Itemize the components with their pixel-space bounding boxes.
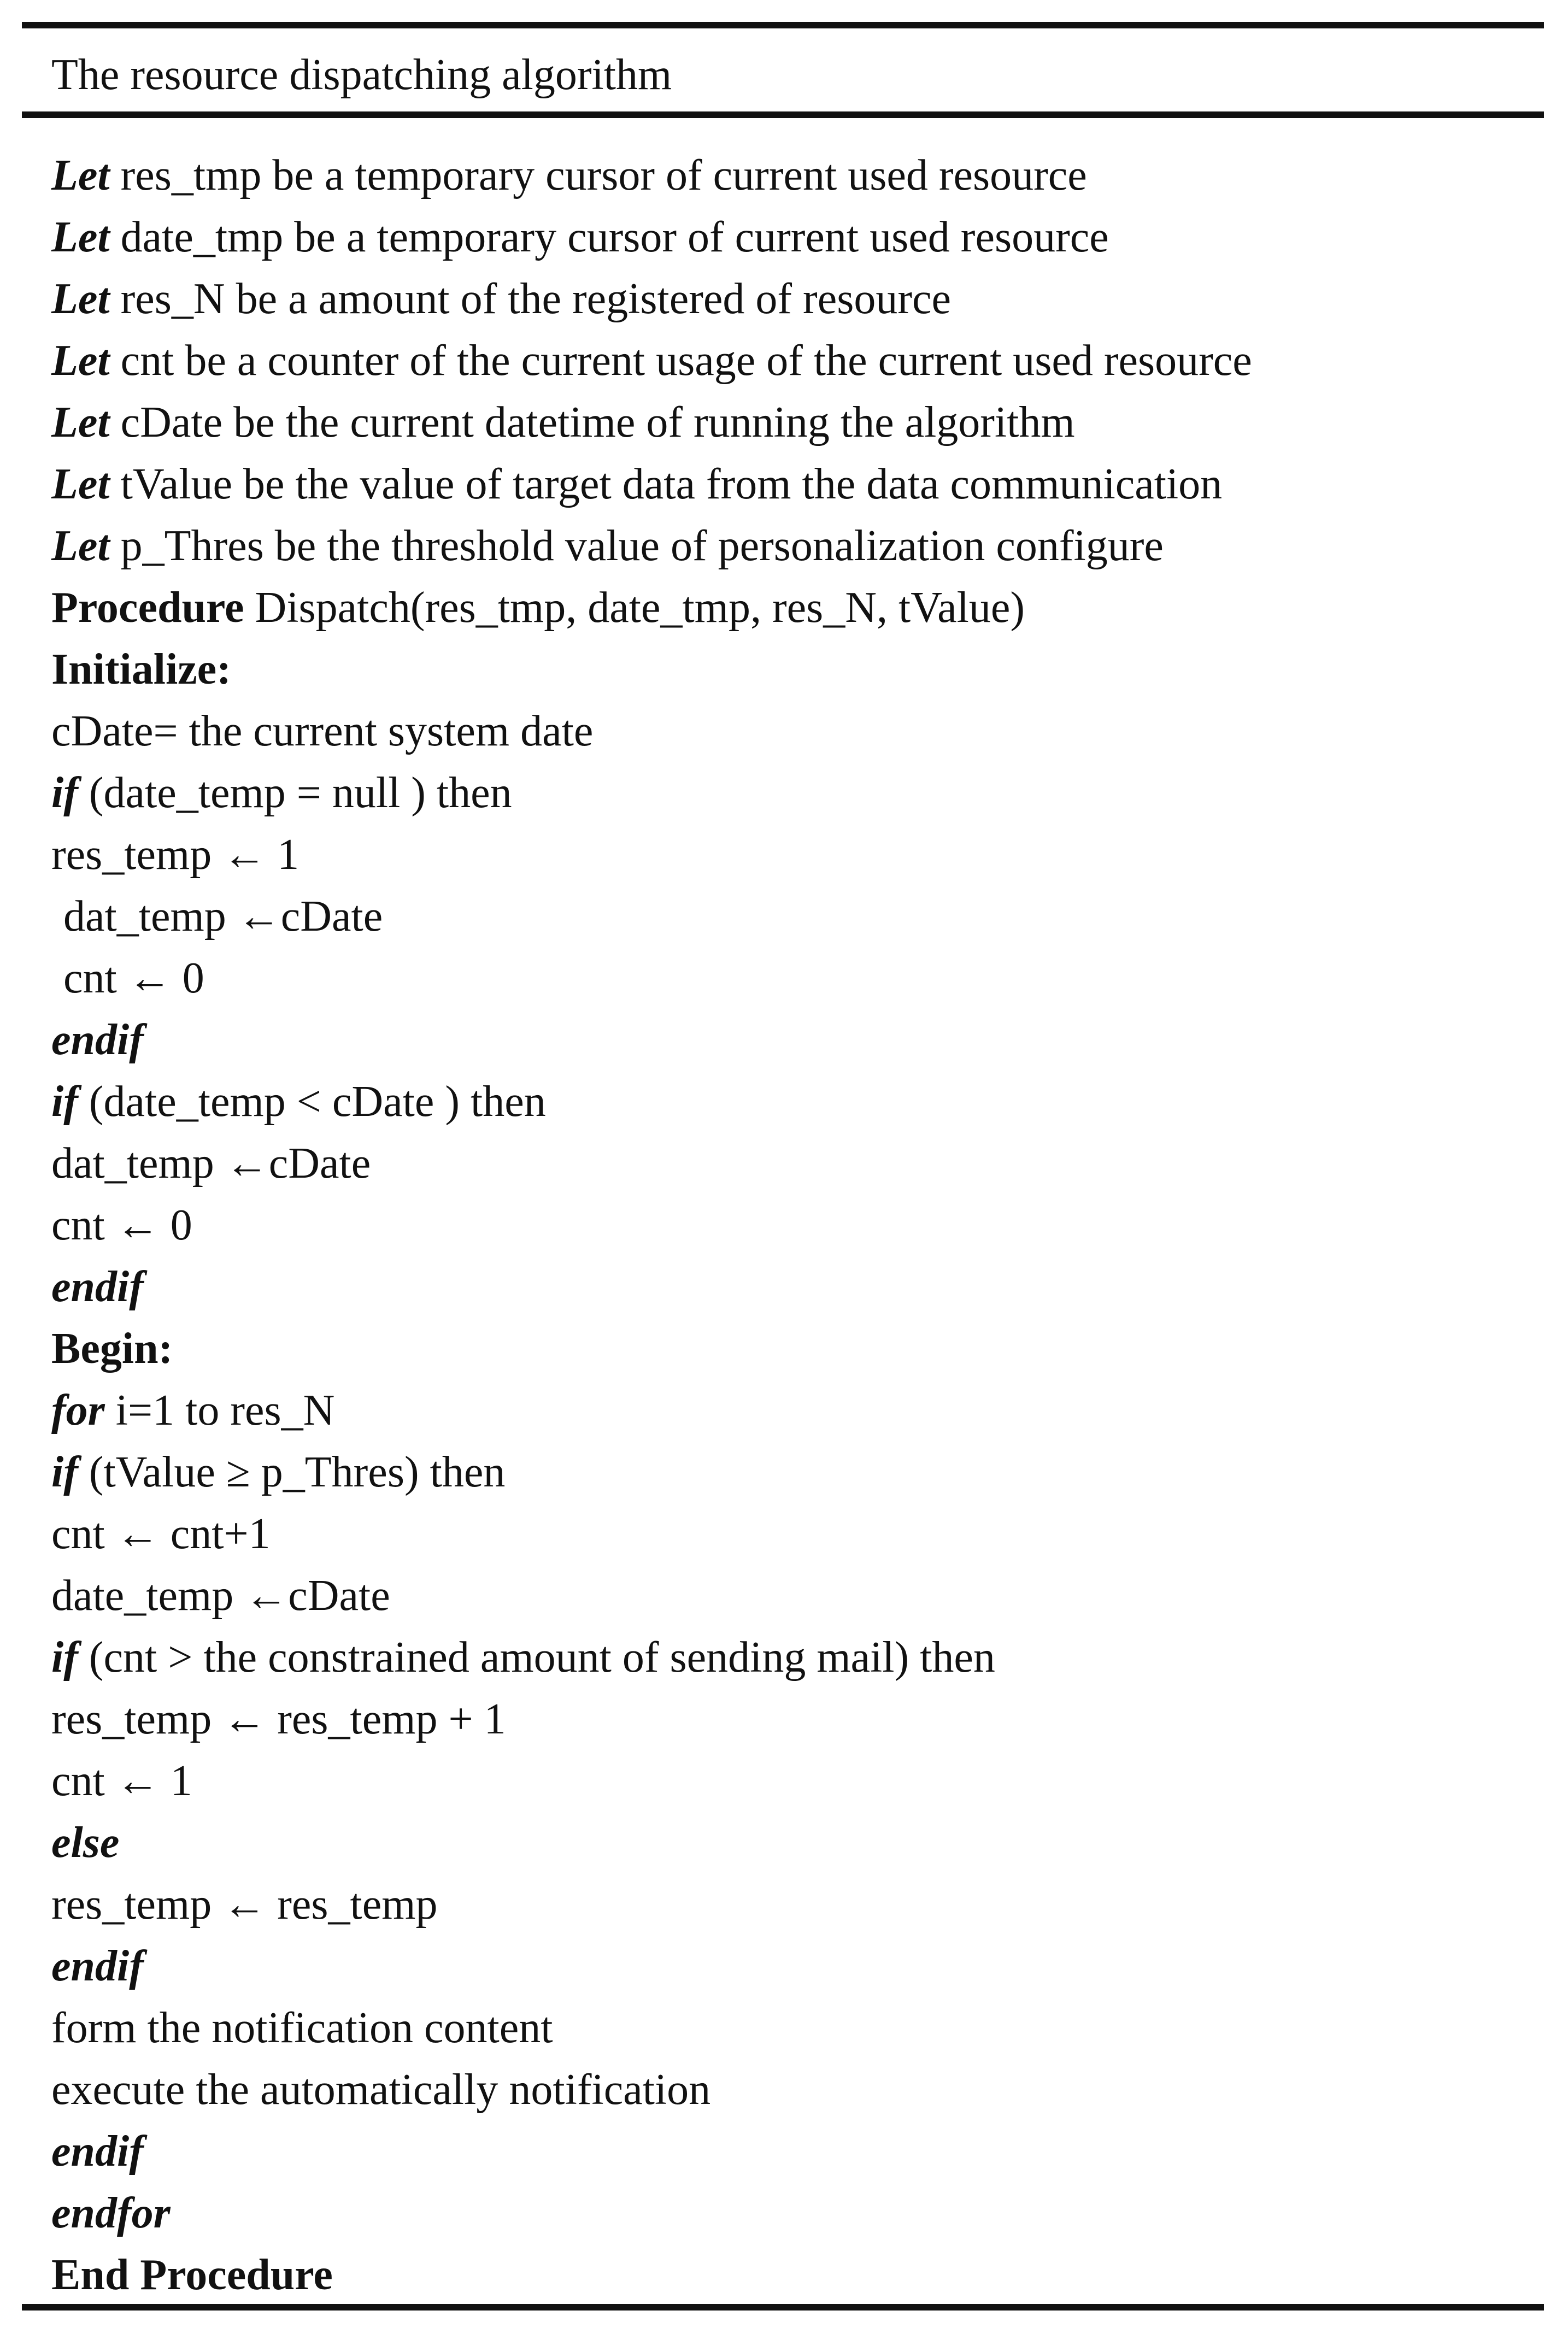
algorithm-table xyxy=(22,22,1544,2333)
line-text: cnt be a counter of the current usage of the current used resource xyxy=(109,337,1252,385)
keyword-if: if xyxy=(51,1078,78,1126)
line-text: Dispatch(res_tmp, date_tmp, res_N, tValue) xyxy=(244,584,1025,632)
line-let-tvalue xyxy=(51,454,1527,515)
keyword-for: for xyxy=(51,1386,105,1435)
line-cnt-1 xyxy=(51,1750,1527,1812)
line-text: (cnt > the constrained amount of sending mail) then xyxy=(78,1633,995,1682)
line-text: p_Thres be the threshold value of personalization configure xyxy=(109,522,1164,570)
line-res-temp-increment xyxy=(51,1689,1527,1750)
line-form-notification xyxy=(51,1997,1527,2059)
line-if-less xyxy=(51,1071,1527,1133)
line-cnt-0 xyxy=(51,948,1527,1009)
line-text: date_tmp be a temporary cursor of current used resource xyxy=(109,213,1109,261)
line-execute-notification xyxy=(51,2059,1527,2121)
line-text: form the notification content xyxy=(51,2004,553,2052)
line-if-threshold xyxy=(51,1442,1527,1503)
line-text: date_temp ←cDate xyxy=(51,1572,390,1620)
line-text: res_temp ← res_temp xyxy=(51,1880,438,1929)
keyword-let: Let xyxy=(51,151,110,199)
keyword-if: if xyxy=(51,769,78,817)
line-if-constrained xyxy=(51,1627,1527,1689)
keyword-let: Let xyxy=(51,275,110,323)
keyword-endif: endif xyxy=(51,1263,144,1311)
line-initialize xyxy=(51,639,1527,701)
line-cdate-assign xyxy=(51,701,1527,762)
line-text: res_temp ← 1 xyxy=(51,831,299,879)
line-text: (tValue ≥ p_Thres) then xyxy=(78,1448,506,1496)
keyword-endif: endif xyxy=(51,2127,144,2176)
line-dat-temp-cdate-2 xyxy=(51,1133,1527,1195)
header-rule xyxy=(22,111,1544,118)
line-text: cnt ← cnt+1 xyxy=(51,1510,271,1558)
line-else xyxy=(51,1812,1527,1874)
line-text: tValue be the value of target data from the data communication xyxy=(109,460,1223,508)
line-endif xyxy=(51,1256,1527,1318)
line-text: dat_temp ←cDate xyxy=(51,1139,371,1187)
line-text: dat_temp ←cDate xyxy=(63,892,383,940)
line-begin xyxy=(51,1318,1527,1380)
line-let-p-thres xyxy=(51,515,1527,577)
keyword-if: if xyxy=(51,1633,78,1682)
keyword-endif: endif xyxy=(51,1016,144,1064)
keyword-let: Let xyxy=(51,460,110,508)
bottom-rule xyxy=(22,2304,1544,2311)
line-text: (date_temp < cDate ) then xyxy=(78,1078,546,1126)
top-rule xyxy=(22,22,1544,28)
line-text: i=1 to res_N xyxy=(104,1386,335,1435)
keyword-let: Let xyxy=(51,398,110,446)
line-res-temp-1 xyxy=(51,824,1527,886)
keyword-let: Let xyxy=(51,213,110,261)
line-text: cnt ← 0 xyxy=(51,1201,192,1249)
line-let-date-tmp xyxy=(51,207,1527,268)
line-let-cnt xyxy=(51,330,1527,392)
line-if-null xyxy=(51,762,1527,824)
line-for xyxy=(51,1380,1527,1442)
keyword-let: Let xyxy=(51,337,110,385)
line-let-res-tmp xyxy=(51,145,1527,207)
line-text: cnt ← 1 xyxy=(51,1757,192,1805)
line-let-res-n xyxy=(51,268,1527,330)
keyword-endif: endif xyxy=(51,1942,144,1990)
line-endif xyxy=(51,1009,1527,1071)
keyword-endfor: endfor xyxy=(51,2189,171,2237)
line-text: cDate be the current datetime of running the algorithm xyxy=(109,398,1075,446)
line-text: cDate= the current system date xyxy=(51,707,594,755)
line-endif xyxy=(51,2121,1527,2183)
keyword-let: Let xyxy=(51,522,110,570)
keyword-begin: Begin: xyxy=(51,1325,173,1373)
line-cnt-increment xyxy=(51,1503,1527,1565)
line-text: execute the automatically notification xyxy=(51,2066,711,2114)
algorithm-body xyxy=(51,145,1527,2306)
line-cnt-0-2 xyxy=(51,1195,1527,1256)
line-procedure xyxy=(51,577,1527,639)
line-dat-temp-cdate xyxy=(51,886,1527,948)
keyword-initialize: Initialize: xyxy=(51,645,231,693)
line-res-temp-same xyxy=(51,1874,1527,1936)
line-text: res_tmp be a temporary cursor of current used resource xyxy=(109,151,1087,199)
line-endif xyxy=(51,1936,1527,1997)
keyword-else: else xyxy=(51,1819,120,1867)
line-text: cnt ← 0 xyxy=(63,954,204,1002)
line-date-temp-cdate xyxy=(51,1565,1527,1627)
line-end-procedure xyxy=(51,2244,1527,2306)
algorithm-title: The resource dispatching algorithm xyxy=(51,51,672,99)
line-text: res_temp ← res_temp + 1 xyxy=(51,1695,506,1743)
keyword-end-procedure: End Procedure xyxy=(51,2251,333,2299)
line-let-cdate xyxy=(51,392,1527,454)
keyword-procedure: Procedure xyxy=(51,584,244,632)
line-endfor xyxy=(51,2183,1527,2244)
keyword-if: if xyxy=(51,1448,78,1496)
line-text: res_N be a amount of the registered of resource xyxy=(109,275,951,323)
line-text: (date_temp = null ) then xyxy=(78,769,512,817)
